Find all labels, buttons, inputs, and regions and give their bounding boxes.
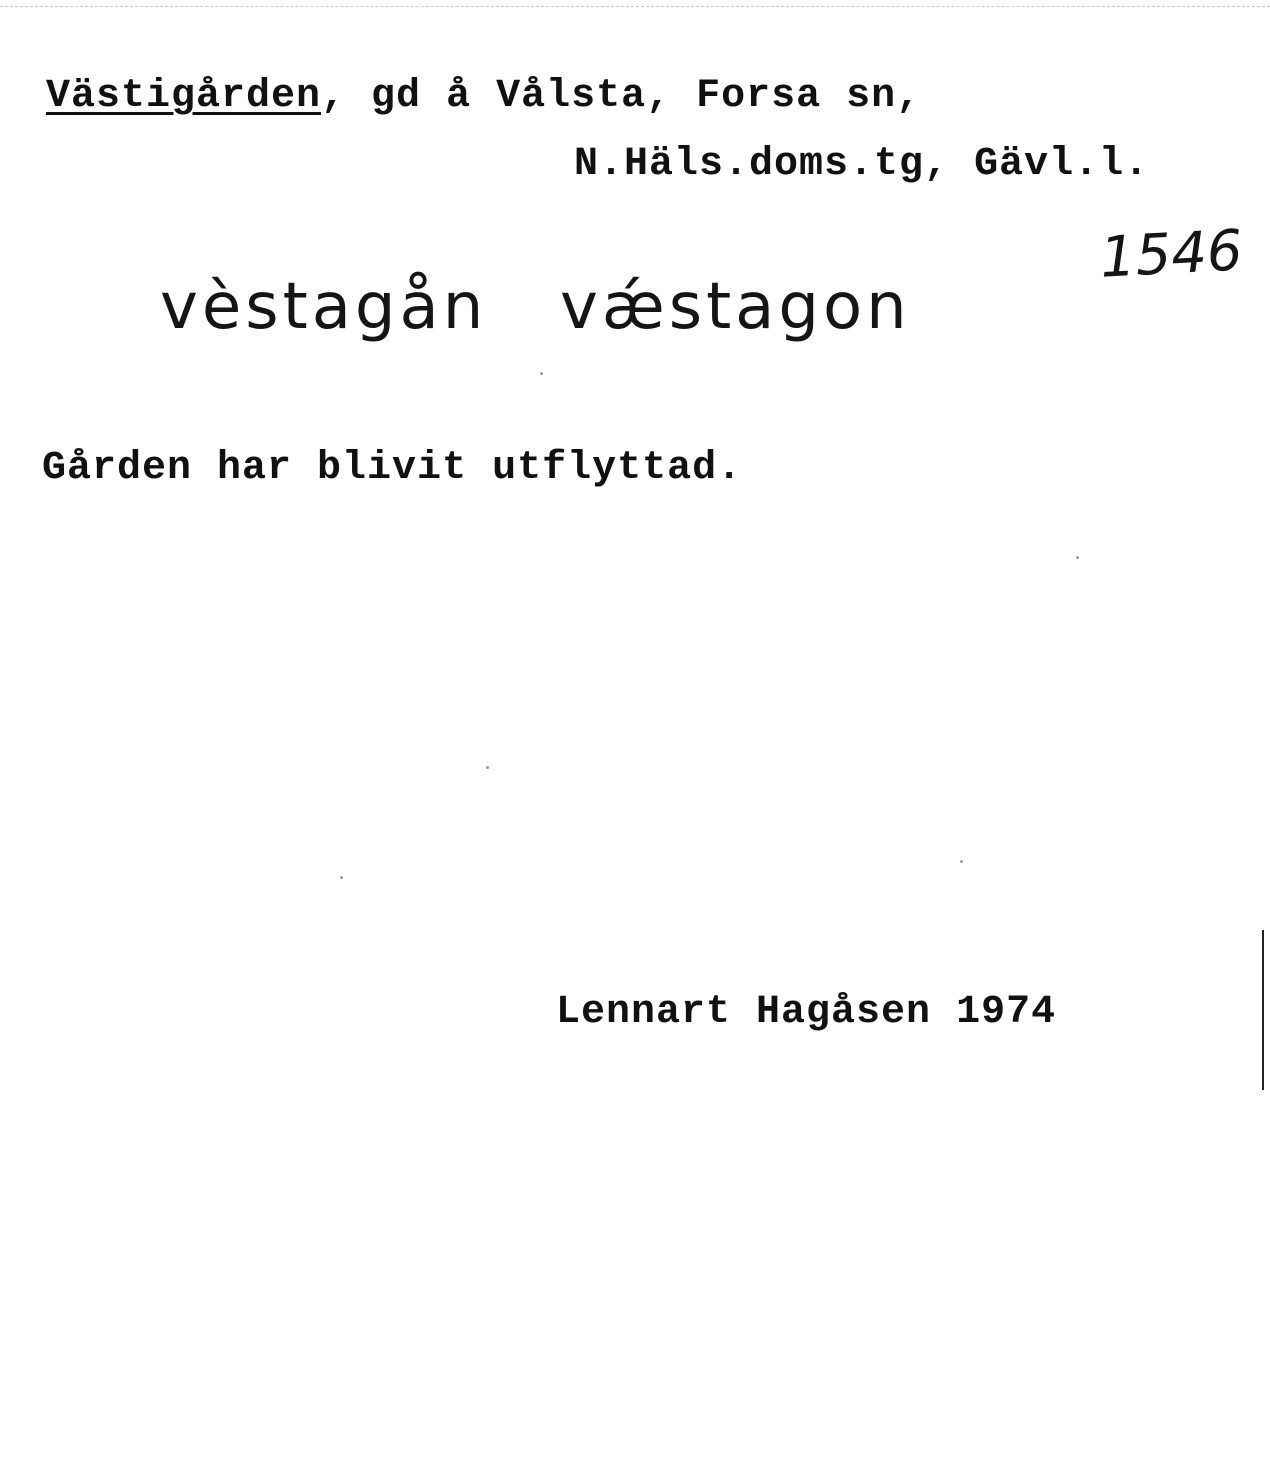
card-top-edge [0, 6, 1270, 7]
paper-speck [960, 860, 963, 863]
location-line-2: N.Häls.doms.tg, Gävl.l. [574, 142, 1150, 187]
header-line-1 [46, 74, 921, 119]
location-line-1: , gd å Vålsta, Forsa sn, [321, 74, 922, 119]
card-number: 1546 [1098, 218, 1245, 291]
pronunciation-1: vèstagån [160, 270, 488, 344]
paper-speck [1076, 556, 1079, 559]
headword: Västigården [46, 74, 322, 119]
signature: Lennart Hagåsen 1974 [556, 990, 1057, 1035]
pronunciation-2: vǽstagon [560, 270, 911, 344]
paper-speck [486, 766, 489, 769]
paper-speck [340, 876, 343, 879]
card-right-edge [1262, 930, 1264, 1090]
note: Gården har blivit utflyttad. [42, 446, 743, 491]
paper-speck [540, 372, 543, 375]
